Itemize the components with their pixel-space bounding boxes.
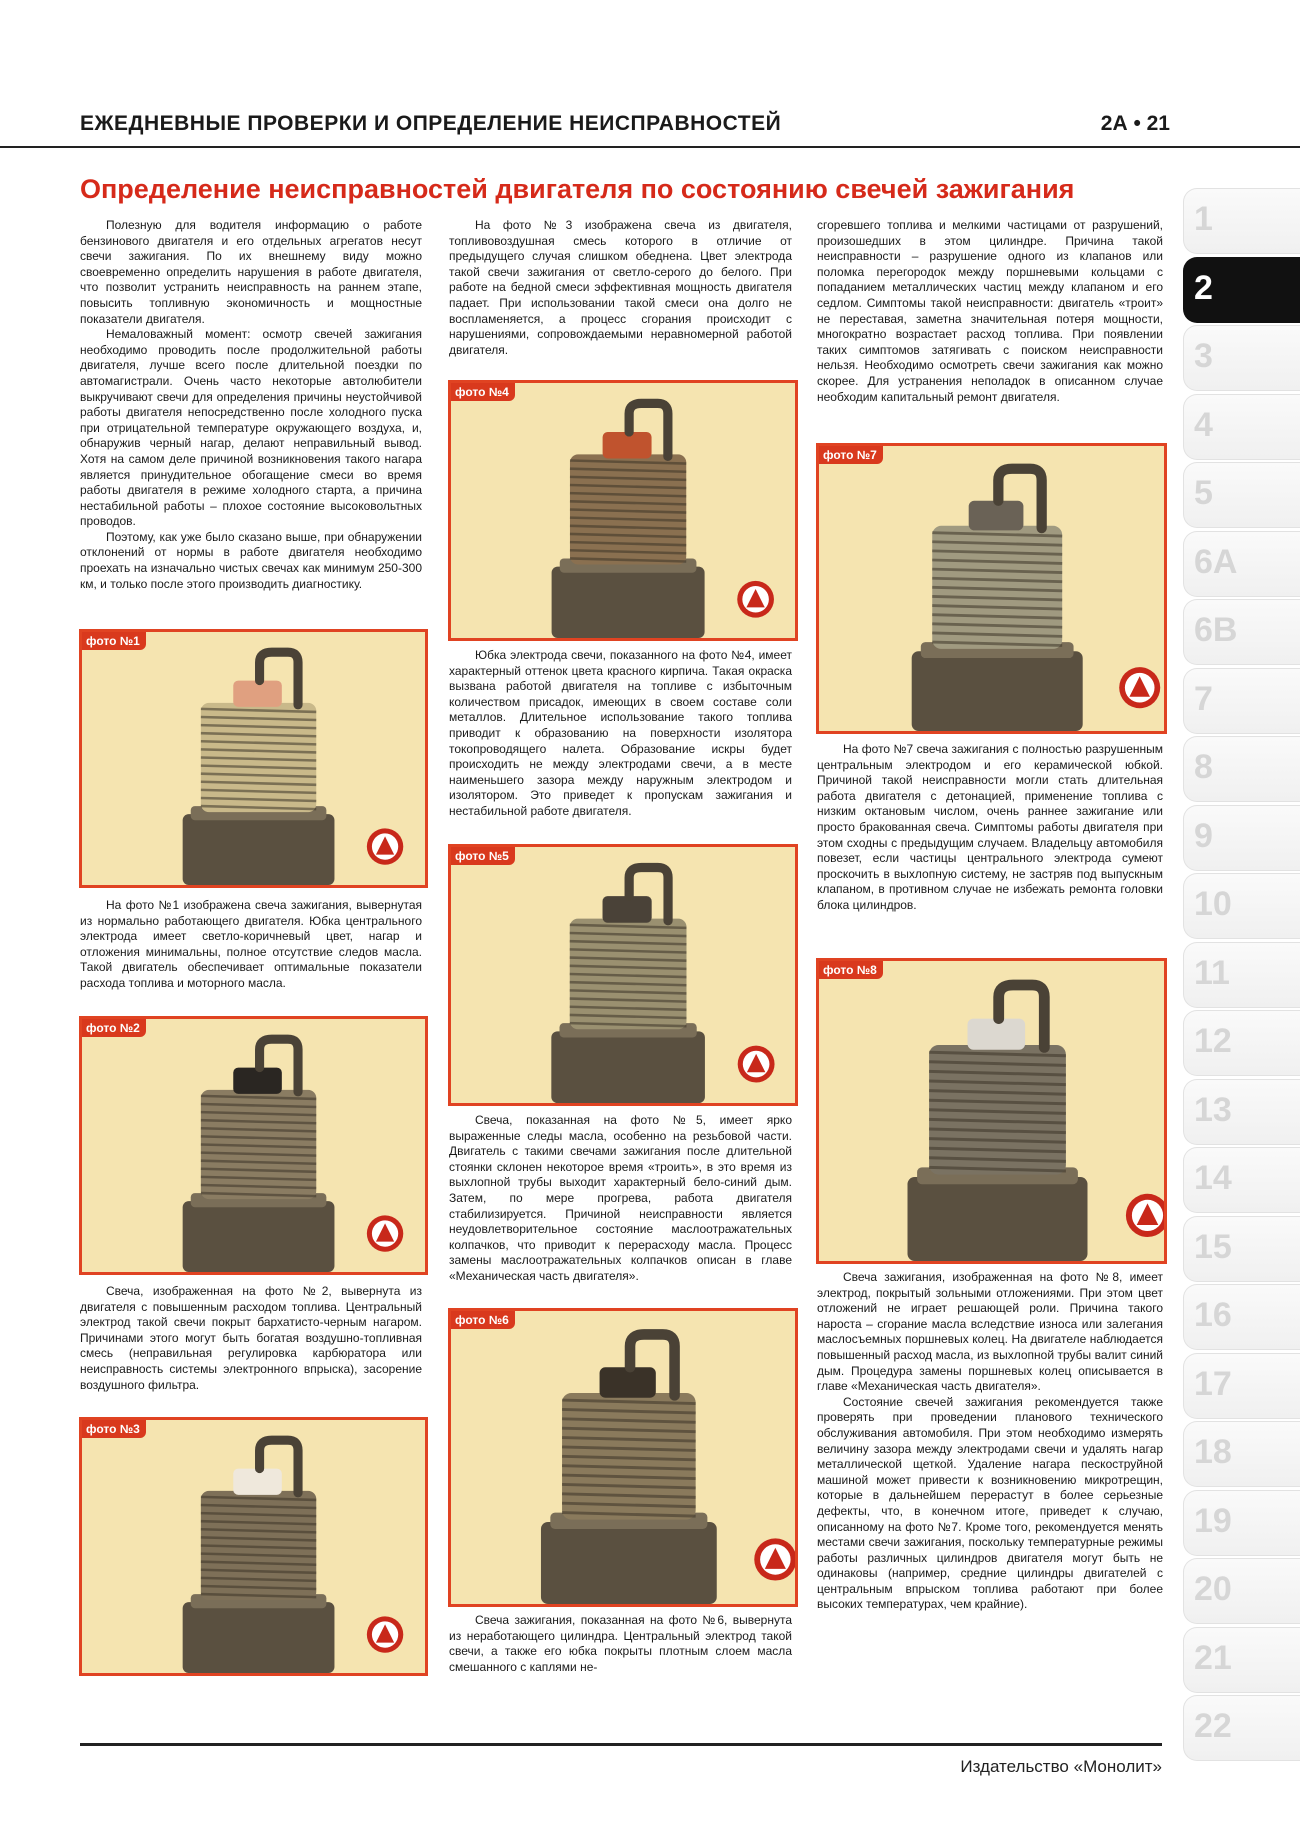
paragraph: Немаловажный момент: осмотр свечей зажигания необходимо проводить после продолжительной работы двигателя, лучше всего после длительной поездки по автомагистрали. Очень часто некоторые автолюбители выкручивают свечи для определения причины неустойчивой работы двигателя непосредственно после холодного пуска при отрицательной температуре окружающего воздуха, и, обнаружив черный нагар, делают неправильный вывод. Хотя на самом деле причиной возникновения такого нагара является принудительное обогащение смеси во время работы двигателя в режиме холодного старта, а причина нестабильной работы – плохое состояние высоковольтных проводов. bbox=[80, 327, 422, 529]
chapter-tab[interactable] bbox=[1183, 668, 1300, 734]
chapter-tab-label: 18 bbox=[1194, 1433, 1232, 1471]
header-rule bbox=[0, 146, 1300, 148]
running-header bbox=[80, 108, 1170, 138]
chapter-tab[interactable] bbox=[1183, 1490, 1300, 1556]
photo-3 bbox=[79, 1417, 428, 1676]
photo-label: фото №5 bbox=[451, 847, 515, 865]
column-1 bbox=[80, 218, 422, 592]
chapter-tab[interactable] bbox=[1183, 1079, 1300, 1145]
photo-label: фото №6 bbox=[451, 1311, 515, 1329]
column-3-caption-1 bbox=[817, 742, 1163, 914]
photo-4 bbox=[448, 380, 798, 641]
spark-plug-illustration bbox=[82, 1019, 425, 1272]
spark-plug-illustration bbox=[82, 632, 425, 885]
paragraph: Свеча зажигания, изображенная на фото №8, имеет электрод, покрытый зольными отложениями. При этом цвет отложений не играет решающей роли. Причина такого нароста – сгорание масла вследствие износа или залегания маслосъемных поршневых колец. На двигателе наблюдается повышенный расход масла, из выхлопной трубы валит синий дым. Процедура замены поршневых колец описывается в главе «Механическая часть двигателя». bbox=[817, 1270, 1163, 1394]
chapter-tab-label: 19 bbox=[1194, 1501, 1232, 1540]
column-3-caption-2 bbox=[817, 1270, 1163, 1613]
spark-plug-illustration bbox=[451, 1311, 795, 1604]
chapter-tab-label: 12 bbox=[1194, 1022, 1232, 1060]
photo-7 bbox=[816, 443, 1167, 734]
photo-label: фото №7 bbox=[819, 446, 883, 464]
paragraph: Поэтому, как уже было сказано выше, при обнаружении отклонений от нормы в работе двигателя необходимо проехать на изначально чистых свечах как минимум 250-300 км, и только после этого производить диагностику. bbox=[80, 529, 422, 591]
chapter-tab[interactable] bbox=[1183, 1695, 1300, 1761]
chapter-tab[interactable] bbox=[1183, 325, 1300, 391]
chapter-tab-label: 10 bbox=[1194, 885, 1232, 923]
column-1-caption-1 bbox=[80, 898, 422, 992]
chapter-tab-label: 8 bbox=[1194, 748, 1213, 786]
chapter-tab-label: 4 bbox=[1194, 405, 1213, 444]
chapter-tab-label: 6В bbox=[1194, 611, 1238, 649]
chapter-tab[interactable] bbox=[1183, 599, 1300, 665]
chapter-tab-label: 14 bbox=[1194, 1159, 1232, 1197]
paragraph: Полезную для водителя информацию о работе бензинового двигателя и его отдельных агрегатов несут свечи зажигания. По их внешнему виду можно своевременно определить нарушения в работе двигателя, что позволит устранить неисправность на раннем этапе, повысить топливную экономичность и мощностные показатели двигателя. bbox=[80, 218, 422, 326]
photo-6 bbox=[448, 1308, 798, 1607]
chapter-tab[interactable] bbox=[1183, 394, 1300, 460]
column-2 bbox=[449, 218, 792, 358]
chapter-tab[interactable] bbox=[1183, 805, 1300, 871]
spark-plug-illustration bbox=[451, 383, 795, 638]
column-2-caption-2 bbox=[449, 1113, 792, 1285]
chapter-tab[interactable] bbox=[1183, 1216, 1300, 1282]
chapter-tab[interactable] bbox=[1183, 531, 1300, 597]
publisher: Издательство «Монолит» bbox=[960, 1757, 1162, 1776]
column-3 bbox=[817, 218, 1163, 405]
chapter-tab[interactable] bbox=[1183, 188, 1300, 254]
photo-label: фото №1 bbox=[82, 632, 146, 650]
column-1-caption-2 bbox=[80, 1284, 422, 1393]
chapter-tab[interactable] bbox=[1183, 1284, 1300, 1350]
column-2-caption-1 bbox=[449, 648, 792, 820]
paragraph: На фото №3 изображена свеча из двигателя, топливовоздушная смесь которого в отличие от предыдущего случая слишком обеднена. Цвет электрода такой свечи зажигания от светло-серого до белого. При работе на бедной смеси эффективная мощность двигателя падает. При использовании такой смеси она долго не воспламеняется, а процесс сгорания происходит с нарушениями, сопровождаемыми неравномерной работой двигателя. bbox=[449, 218, 792, 357]
paragraph: Свеча зажигания, показанная на фото №6, вывернута из неработающего цилиндра. Центральный электрод такой свечи, а также его юбка покрыты плотным слоем масла смешанного с каплями не- bbox=[449, 1613, 792, 1674]
paragraph: сгоревшего топлива и мелкими частицами от разрушений, произошедших в этом цилиндре. Причина такой неисправности – разрушение одного из клапанов или поломка перегородок между поршневыми кольцами с попаданием металлических частиц между клапаном и его седлом. Симптомы такой неисправности: двигатель «троит» не переставая, заметна значительная потеря мощности, многократно возрастает расход топлива. При появлении таких симптомов затягивать с поиском неисправности нельзя. Необходимо осмотреть свечи зажигания как можно скорее. Для устранения неполадок в описанном случае необходим капитальный ремонт двигателя. bbox=[817, 218, 1163, 404]
chapter-tabs bbox=[1183, 188, 1300, 1764]
chapter-tab-label: 17 bbox=[1194, 1364, 1232, 1403]
spark-plug-illustration bbox=[82, 1420, 425, 1673]
chapter-tab-label: 21 bbox=[1194, 1638, 1232, 1677]
chapter-tab[interactable] bbox=[1183, 873, 1300, 939]
chapter-tab[interactable] bbox=[1183, 736, 1300, 802]
chapter-tab[interactable] bbox=[1183, 257, 1300, 323]
chapter-tab-label: 1 bbox=[1194, 200, 1213, 238]
chapter-tab-label: 6А bbox=[1194, 542, 1238, 581]
spark-plug-illustration bbox=[819, 446, 1164, 731]
photo-5 bbox=[448, 844, 798, 1106]
chapter-tab[interactable] bbox=[1183, 1353, 1300, 1419]
photo-8 bbox=[816, 958, 1167, 1264]
chapter-tab[interactable] bbox=[1183, 942, 1300, 1008]
paragraph: Свеча, показанная на фото №5, имеет ярко выраженные следы масла, особенно на резьбовой части. Двигатель с такими свечами зажигания после длительной стоянки склонен некоторое время «троить», в это время из выхлопной трубы выходит характерный бело-синий дым. Затем, по мере прогрева, работа двигателя стабилизируется. Причиной неисправности является неудовлетворительное состояние маслоотражательных колпачков, что приводит к перерасходу масла. Процесс замены маслоотражательных колпачков описан в главе «Механическая часть двигателя». bbox=[449, 1113, 792, 1283]
chapter-tab-label: 20 bbox=[1194, 1570, 1232, 1608]
footer-rule bbox=[80, 1743, 1162, 1746]
chapter-tab-label: 11 bbox=[1194, 953, 1230, 992]
photo-label: фото №8 bbox=[819, 961, 883, 979]
chapter-tab[interactable] bbox=[1183, 1421, 1300, 1487]
chapter-tab-label: 5 bbox=[1194, 474, 1213, 512]
column-2-caption-3 bbox=[449, 1613, 792, 1675]
chapter-tab-label: 15 bbox=[1194, 1227, 1232, 1266]
chapter-tab[interactable] bbox=[1183, 1558, 1300, 1624]
paragraph: Состояние свечей зажигания рекомендуется также проверять при проведении планового технического обслуживания автомобиля. При этом необходимо измерять величину зазора между электродами свечи и удалять нагар металлической щеткой. Удаление нагара пескоструйной машиной может привести к возникновению микротрещин, которые в дальнейшем перерастут в более серьезные дефекты, что, в конечном итоге, приведет к случаю, описанному на фото №7. Кроме того, рекомендуется менять местами свечи зажигания, поскольку температурные режимы работы различных цилиндров двигателя могут быть не одинаковы (например, средние цилиндры двигателей с центральным впрыском топлива работают при более высоких температурах, чем крайние). bbox=[817, 1394, 1163, 1612]
photo-label: фото №4 bbox=[451, 383, 515, 401]
chapter-tab-label: 2 bbox=[1194, 268, 1213, 307]
paragraph: Юбка электрода свечи, показанного на фото №4, имеет характерный оттенок цвета красного кирпича. Такая окраска вызвана работой двигателя на топливе с избыточным количеством присадок, имеющих в своем составе соли металлов. Длительное использование такого топлива приводит к образованию на поверхности изолятора токопроводящего налета. Образование искры будет происходить не между электродами свечи, а в месте наименьшего зазора между наружным электродом и изолятором. Это приведет к пропускам зажигания и нестабильной работе двигателя. bbox=[449, 648, 792, 818]
chapter-tab[interactable] bbox=[1183, 1010, 1300, 1076]
photo-label: фото №3 bbox=[82, 1420, 146, 1438]
chapter-tab[interactable] bbox=[1183, 1147, 1300, 1213]
photo-1 bbox=[79, 629, 428, 888]
photo-2 bbox=[79, 1016, 428, 1275]
chapter-tab-label: 22 bbox=[1194, 1707, 1232, 1745]
paragraph: Свеча, изображенная на фото №2, вывернута из двигателя с повышенным расходом топлива. Центральный электрод такой свечи покрыт бархатисто-черным нагаром. Причинами этого могут быть богатая воздушно-топливная смесь (неправильная регулировка карбюратора или неисправность системы электронного впрыска), засорение воздушного фильтра. bbox=[80, 1284, 422, 1392]
chapter-tab-label: 3 bbox=[1194, 337, 1213, 375]
photo-label: фото №2 bbox=[82, 1019, 146, 1037]
chapter-tab-label: 7 bbox=[1194, 679, 1213, 718]
paragraph: На фото №1 изображена свеча зажигания, вывернутая из нормально работающего двигателя. Юбка центрального электрода имеет светло-коричневый цвет, нагар и отложения минимальны, полное отсутствие следов масла. Такой двигатель обеспечивает оптимальные показатели расхода топлива и моторного масла. bbox=[80, 898, 422, 990]
chapter-tab[interactable] bbox=[1183, 462, 1300, 528]
spark-plug-illustration bbox=[451, 847, 795, 1103]
spark-plug-illustration bbox=[819, 961, 1164, 1261]
article-title: Определение неисправностей двигателя по состоянию свечей зажигания bbox=[80, 174, 1075, 204]
paragraph: На фото №7 свеча зажигания с полностью разрушенным центральным электродом и его керамической юбкой. Причиной такой неисправности могли стать длительная работа двигателя с детонацией, применение топлива с низким октановым числом, очень раннее зажигание или просто бракованная свеча. Симптомы работы двигателя при этом сходны с предыдущим случаем. Владельцу автомобиля повезет, если частицы центрального электрода сумеют проскочить в выхлопную систему, не застряв под выпускным клапаном, в противном случае не избежать ремонта головки блока цилиндров. bbox=[817, 742, 1163, 912]
chapter-tab-label: 16 bbox=[1194, 1296, 1232, 1334]
page-number: 2А • 21 bbox=[1100, 112, 1170, 135]
chapter-tab-label: 13 bbox=[1194, 1090, 1232, 1129]
chapter-tab-label: 9 bbox=[1194, 816, 1213, 855]
chapter-tab[interactable] bbox=[1183, 1627, 1300, 1693]
section-title: ЕЖЕДНЕВНЫЕ ПРОВЕРКИ И ОПРЕДЕЛЕНИЕ НЕИСПРАВНОСТЕЙ bbox=[80, 112, 782, 135]
